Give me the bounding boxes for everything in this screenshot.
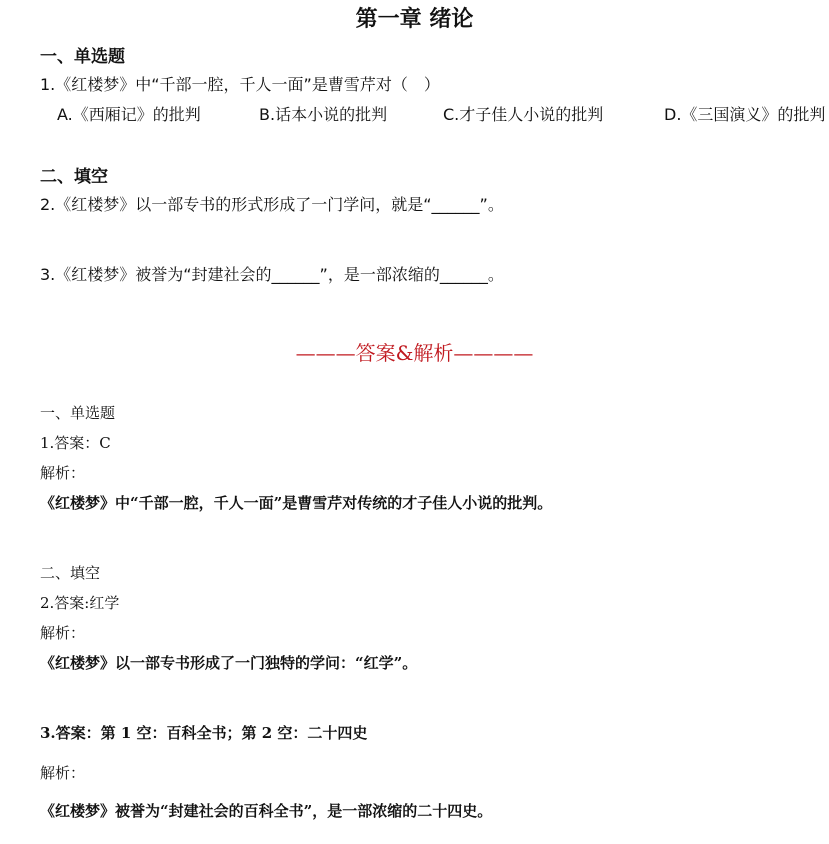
question-3-text: 3.《红楼梦》被誉为“封建社会的______”，是一部浓缩的______。 <box>40 265 504 284</box>
question-2-text: 2.《红楼梦》以一部专书的形式形成了一门学问，就是“______”。 <box>40 195 504 214</box>
question-1-option-a: A.《西厢记》的批判 <box>57 105 201 124</box>
answer-2-explanation: 《红楼梦》以一部专书形成了一门独特的学问：“红学”。 <box>40 654 418 672</box>
answer-2: 2.答案:红学 <box>40 594 120 612</box>
answer-1: 1.答案：C <box>40 434 111 452</box>
answer-3: 3.答案：第 1 空：百科全书；第 2 空：二十四史 <box>40 724 368 742</box>
answer-3-analysis-label: 解析： <box>40 764 86 782</box>
answer-section-heading-single-choice: 一、单选题 <box>40 404 116 422</box>
question-1-option-b: B.话本小说的批判 <box>259 105 388 124</box>
question-1-option-c: C.才子佳人小说的批判 <box>443 105 604 124</box>
question-1-text: 1.《红楼梦》中“千部一腔，千人一面”是曹雪芹对（ ） <box>40 75 440 94</box>
answer-1-analysis-label: 解析： <box>40 464 86 482</box>
answer-section-heading-fill-blank: 二、填空 <box>40 564 101 582</box>
answer-1-explanation: 《红楼梦》中“千部一腔，千人一面”是曹雪芹对传统的才子佳人小说的批判。 <box>40 494 553 512</box>
page-title: 第一章 绪论 <box>355 7 474 32</box>
answer-banner: ———答案&解析———— <box>295 341 534 365</box>
answer-3-explanation: 《红楼梦》被誉为“封建社会的百科全书”，是一部浓缩的二十四史。 <box>40 802 493 820</box>
section-heading-single-choice: 一、单选题 <box>40 47 125 67</box>
section-heading-fill-blank: 二、填空 <box>40 167 108 187</box>
answer-2-analysis-label: 解析： <box>40 624 86 642</box>
question-1-option-d: D.《三国演义》的批判 <box>664 105 826 124</box>
